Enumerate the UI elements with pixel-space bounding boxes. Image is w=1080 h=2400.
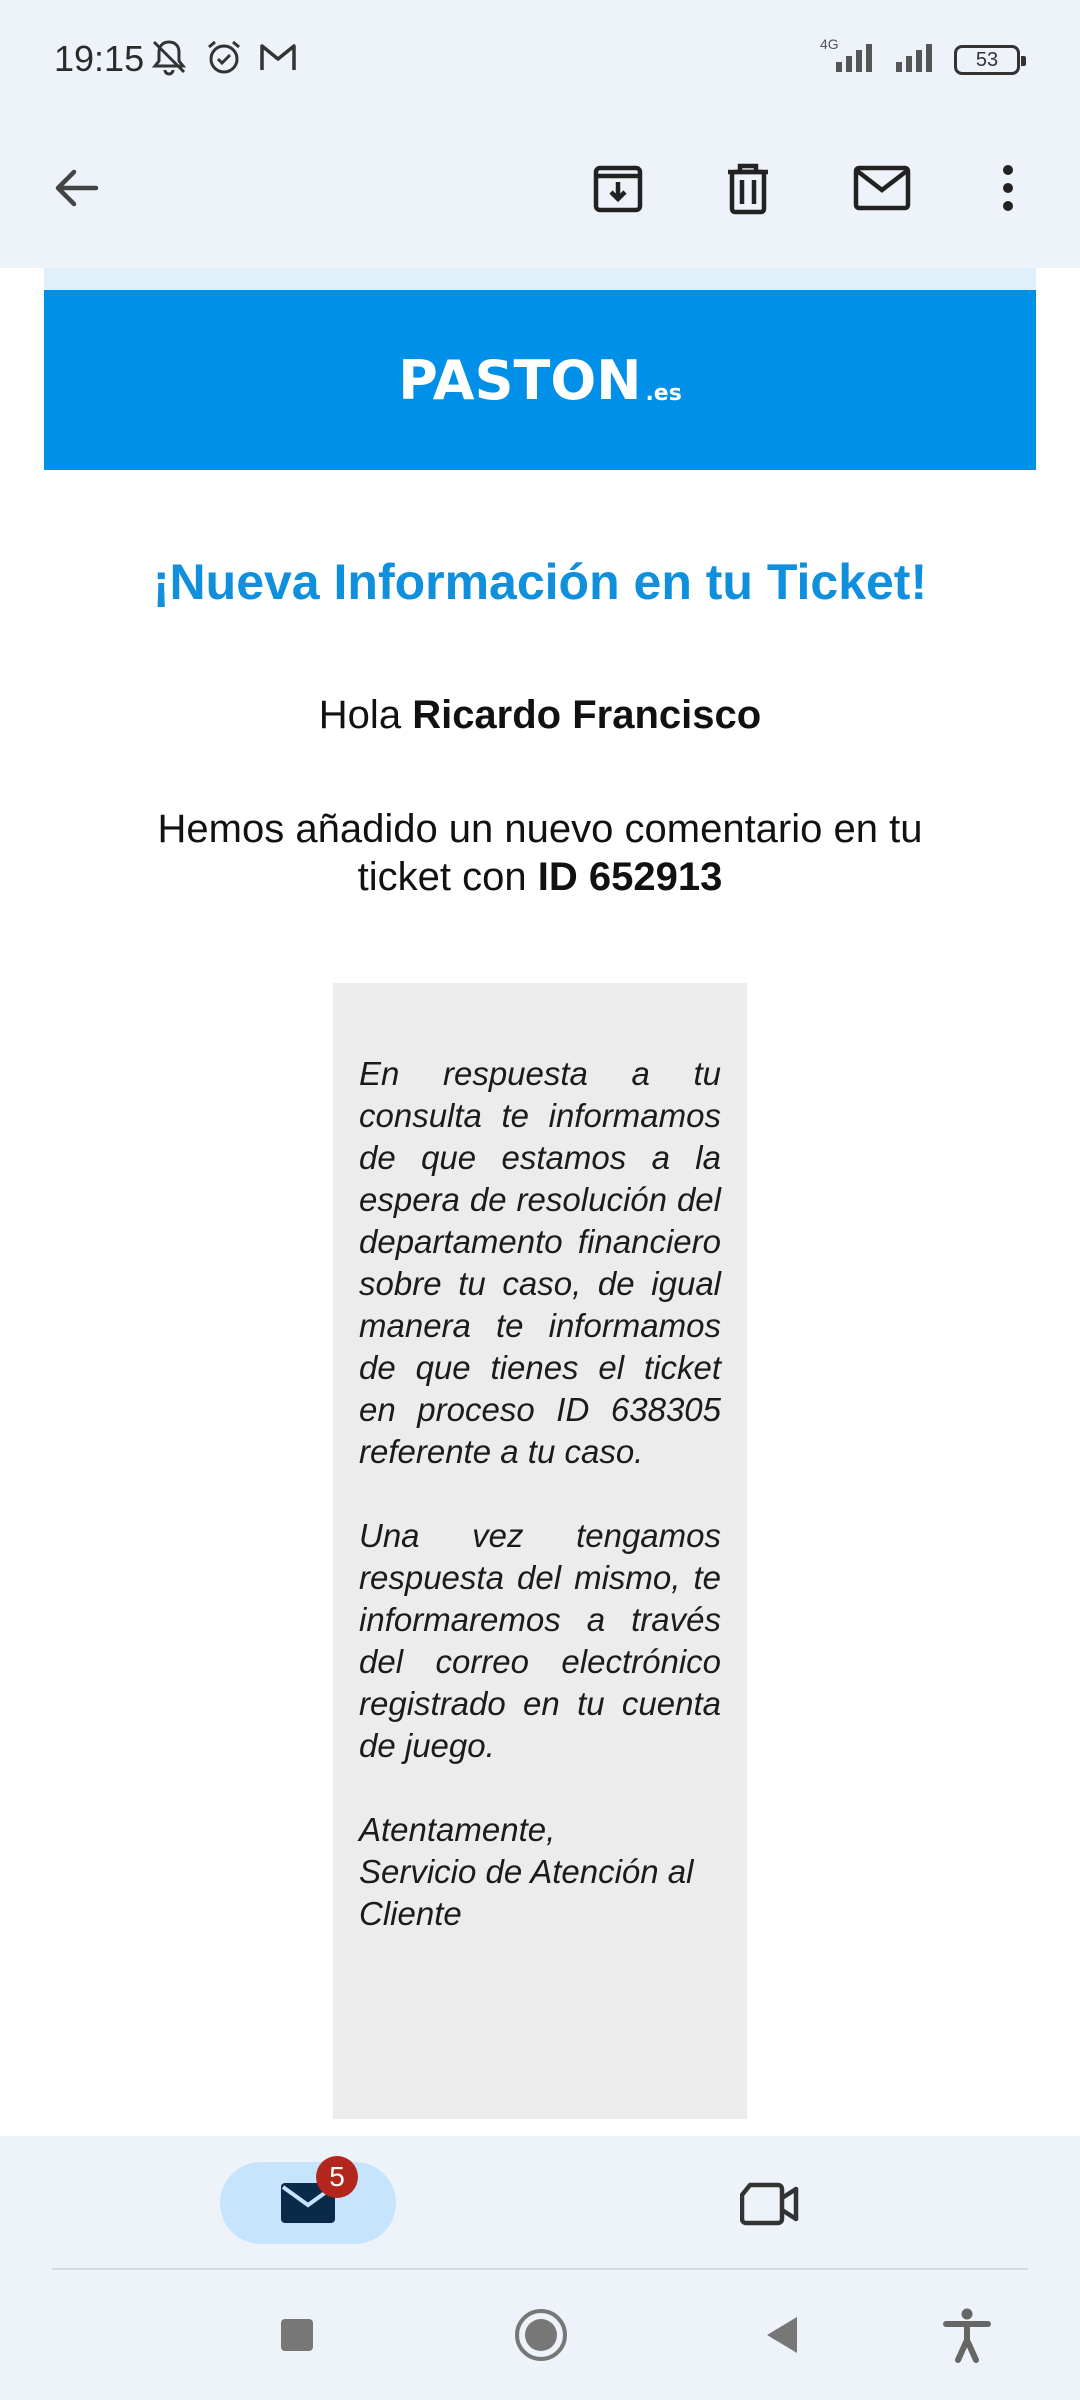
meet-tab[interactable] bbox=[730, 2166, 810, 2242]
back-nav-button[interactable] bbox=[746, 2300, 816, 2370]
status-bar bbox=[0, 0, 1080, 120]
email-body bbox=[0, 268, 1080, 2136]
reply-box bbox=[333, 983, 747, 2119]
email-banner bbox=[44, 290, 1036, 470]
gmail-icon bbox=[258, 40, 298, 79]
signal-icon bbox=[892, 40, 942, 79]
email-headline: ¡Nueva Información en tu Ticket! bbox=[152, 554, 928, 610]
mail-badge: 5 bbox=[316, 2156, 358, 2198]
back-button[interactable] bbox=[36, 148, 116, 228]
accessibility-icon bbox=[942, 2307, 992, 2363]
home-button[interactable] bbox=[506, 2300, 576, 2370]
back-arrow-icon bbox=[50, 162, 102, 214]
greeting-name: Ricardo Francisco bbox=[412, 693, 762, 737]
signature-line-1: Atentamente, bbox=[359, 1811, 556, 1848]
back-icon bbox=[761, 2313, 801, 2357]
recents-icon bbox=[277, 2315, 317, 2355]
more-options-icon bbox=[998, 162, 1018, 214]
reply-signature bbox=[359, 1809, 721, 1935]
logo-suffix: .es bbox=[645, 380, 682, 406]
reply-paragraph-2: Una vez tengamos respuesta del mismo, te informaremos a través del correo electrónico registrado en tu cuenta de juego. bbox=[359, 1517, 721, 1764]
notifications-off-icon bbox=[148, 36, 190, 83]
intro-text: Hemos añadido un nuevo comentario en tu ticket con bbox=[157, 807, 923, 899]
signature-line-2: Servicio de Atención al Cliente bbox=[359, 1853, 694, 1932]
mail-tab[interactable] bbox=[220, 2162, 396, 2244]
mark-unread-button[interactable] bbox=[842, 148, 922, 228]
network-label: 4G bbox=[820, 36, 839, 52]
system-nav bbox=[0, 2270, 1080, 2400]
email-greeting bbox=[0, 693, 1080, 738]
paston-logo bbox=[398, 349, 682, 412]
archive-icon bbox=[590, 160, 646, 216]
mark-unread-icon bbox=[852, 164, 912, 212]
logo-text: PASTON bbox=[398, 348, 642, 412]
battery-icon: 53 bbox=[954, 45, 1020, 75]
reply-paragraph-1: En respuesta a tu consulta te informamos de que estamos a la espera de resolución del departamento financiero sobre tu caso, de igual manera te informamos de que tienes el ticket en proceso ID 638305 referente a tu caso. bbox=[359, 1055, 721, 1470]
email-top-strip bbox=[44, 268, 1036, 290]
signal-icon bbox=[820, 36, 880, 79]
email-toolbar bbox=[0, 120, 1080, 268]
accessibility-button[interactable] bbox=[932, 2300, 1002, 2370]
recents-button[interactable] bbox=[262, 2300, 332, 2370]
home-icon bbox=[513, 2307, 569, 2363]
delete-icon bbox=[722, 160, 774, 216]
video-icon bbox=[740, 2181, 800, 2227]
delete-button[interactable] bbox=[708, 148, 788, 228]
status-time: 19:15 bbox=[54, 38, 145, 79]
alarm-icon bbox=[204, 37, 244, 82]
email-intro bbox=[130, 805, 950, 901]
greeting-prefix: Hola bbox=[318, 693, 413, 737]
status-icons-right bbox=[820, 36, 1020, 79]
status-icons-left bbox=[148, 36, 298, 83]
more-options-button[interactable] bbox=[968, 148, 1048, 228]
archive-button[interactable] bbox=[578, 148, 658, 228]
ticket-id: ID 652913 bbox=[537, 855, 723, 899]
bottom-nav bbox=[0, 2136, 1080, 2270]
